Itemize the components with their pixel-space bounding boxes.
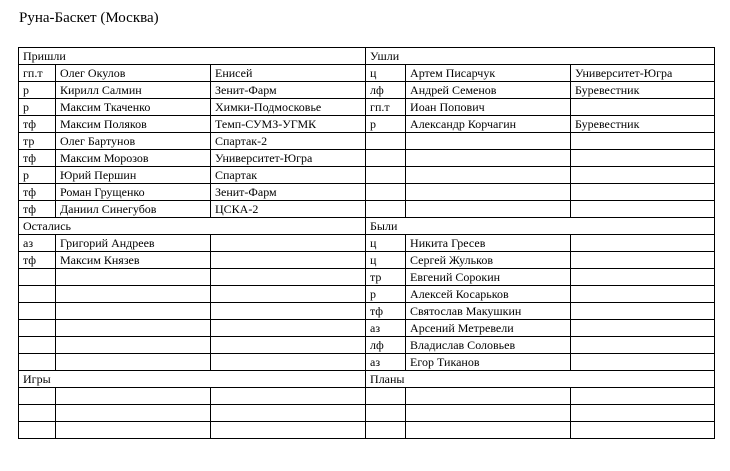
arrived-player-club-cell: Спартак-2: [211, 133, 366, 150]
section-header-games: Игры: [19, 371, 366, 388]
stayed-player-club-cell: [211, 303, 366, 320]
left-player-club-cell: [571, 99, 715, 116]
stayed-player-name-cell: Максим Князев: [56, 252, 211, 269]
plans-name-cell: [406, 405, 571, 422]
arrived-player-club-cell: Университет-Югра: [211, 150, 366, 167]
games-position-cell: [19, 405, 56, 422]
stayed-player-position-cell: [19, 286, 56, 303]
left-player-position-cell: р: [366, 116, 406, 133]
left-player-position-cell: гп.т: [366, 99, 406, 116]
left-player-club-cell: [571, 167, 715, 184]
arrived-player-name-cell: Даниил Синегубов: [56, 201, 211, 218]
stayed-player-position-cell: тф: [19, 252, 56, 269]
left-player-club-cell: [571, 184, 715, 201]
left-player-club-cell: [571, 133, 715, 150]
table-row: [19, 422, 715, 439]
arrived-player-club-cell: Зенит-Фарм: [211, 82, 366, 99]
left-player-position-cell: [366, 184, 406, 201]
arrived-player-position-cell: р: [19, 82, 56, 99]
stayed-player-club-cell: [211, 320, 366, 337]
games-club-cell: [211, 388, 366, 405]
former-player-club-cell: [571, 354, 715, 371]
stayed-player-club-cell: [211, 269, 366, 286]
stayed-player-name-cell: [56, 286, 211, 303]
games-name-cell: [56, 422, 211, 439]
left-player-name-cell: [406, 167, 571, 184]
plans-position-cell: [366, 388, 406, 405]
stayed-player-position-cell: [19, 337, 56, 354]
games-name-cell: [56, 405, 211, 422]
table-row: [19, 167, 715, 184]
games-name-cell: [56, 388, 211, 405]
section-header-row: [19, 371, 715, 388]
arrived-player-position-cell: тф: [19, 184, 56, 201]
section-header-plans: Планы: [366, 371, 715, 388]
arrived-player-name-cell: Олег Окулов: [56, 65, 211, 82]
left-player-position-cell: [366, 201, 406, 218]
section-header-left: Ушли: [366, 48, 715, 65]
table-row: [19, 405, 715, 422]
stayed-player-name-cell: [56, 354, 211, 371]
stayed-player-position-cell: [19, 303, 56, 320]
games-club-cell: [211, 405, 366, 422]
former-player-position-cell: аз: [366, 354, 406, 371]
stayed-player-club-cell: [211, 354, 366, 371]
former-player-position-cell: лф: [366, 337, 406, 354]
left-player-club-cell: [571, 201, 715, 218]
arrived-player-name-cell: Максим Поляков: [56, 116, 211, 133]
arrived-player-club-cell: ЦСКА-2: [211, 201, 366, 218]
left-player-club-cell: Университет-Югра: [571, 65, 715, 82]
table-row: [19, 252, 715, 269]
stayed-player-club-cell: [211, 286, 366, 303]
former-player-name-cell: Владислав Соловьев: [406, 337, 571, 354]
arrived-player-club-cell: Химки-Подмосковье: [211, 99, 366, 116]
games-position-cell: [19, 422, 56, 439]
former-player-name-cell: Никита Гресев: [406, 235, 571, 252]
arrived-player-position-cell: тф: [19, 150, 56, 167]
left-player-name-cell: Артем Писарчук: [406, 65, 571, 82]
table-row: [19, 201, 715, 218]
table-row: [19, 235, 715, 252]
former-player-club-cell: [571, 286, 715, 303]
stayed-player-position-cell: [19, 354, 56, 371]
left-player-name-cell: Иоан Попович: [406, 99, 571, 116]
arrived-player-position-cell: тф: [19, 116, 56, 133]
arrived-player-position-cell: тр: [19, 133, 56, 150]
former-player-club-cell: [571, 235, 715, 252]
left-player-name-cell: [406, 184, 571, 201]
left-player-position-cell: [366, 150, 406, 167]
arrived-player-name-cell: Юрий Першин: [56, 167, 211, 184]
former-player-position-cell: тф: [366, 303, 406, 320]
left-player-name-cell: Александр Корчагин: [406, 116, 571, 133]
plans-club-cell: [571, 388, 715, 405]
table-row: [19, 99, 715, 116]
stayed-player-position-cell: [19, 320, 56, 337]
arrived-player-club-cell: Темп-СУМЗ-УГМК: [211, 116, 366, 133]
former-player-name-cell: Алексей Косарьков: [406, 286, 571, 303]
former-player-club-cell: [571, 337, 715, 354]
arrived-player-position-cell: р: [19, 99, 56, 116]
arrived-player-name-cell: Кирилл Салмин: [56, 82, 211, 99]
left-player-name-cell: Андрей Семенов: [406, 82, 571, 99]
arrived-player-position-cell: р: [19, 167, 56, 184]
stayed-player-name-cell: [56, 337, 211, 354]
table-row: [19, 354, 715, 371]
table-row: [19, 133, 715, 150]
plans-club-cell: [571, 422, 715, 439]
former-player-name-cell: Сергей Жульков: [406, 252, 571, 269]
arrived-player-club-cell: Спартак: [211, 167, 366, 184]
table-row: [19, 65, 715, 82]
section-header-arrived: Пришли: [19, 48, 366, 65]
arrived-player-club-cell: Енисей: [211, 65, 366, 82]
table-row: [19, 337, 715, 354]
table-row: [19, 116, 715, 133]
table-row: [19, 184, 715, 201]
table-row: [19, 320, 715, 337]
plans-club-cell: [571, 405, 715, 422]
left-player-position-cell: [366, 167, 406, 184]
left-player-club-cell: Буревестник: [571, 116, 715, 133]
left-player-position-cell: [366, 133, 406, 150]
former-player-name-cell: Святослав Макушкин: [406, 303, 571, 320]
stayed-player-club-cell: [211, 252, 366, 269]
former-player-club-cell: [571, 303, 715, 320]
arrived-player-name-cell: Олег Бартунов: [56, 133, 211, 150]
stayed-player-name-cell: Григорий Андреев: [56, 235, 211, 252]
stayed-player-club-cell: [211, 235, 366, 252]
games-position-cell: [19, 388, 56, 405]
plans-position-cell: [366, 422, 406, 439]
arrived-player-position-cell: гп.т: [19, 65, 56, 82]
arrived-player-position-cell: тф: [19, 201, 56, 218]
former-player-name-cell: Арсений Метревели: [406, 320, 571, 337]
table-row: [19, 286, 715, 303]
stayed-player-position-cell: аз: [19, 235, 56, 252]
former-player-position-cell: ц: [366, 252, 406, 269]
former-player-name-cell: Евгений Сорокин: [406, 269, 571, 286]
left-player-club-cell: [571, 150, 715, 167]
stayed-player-club-cell: [211, 337, 366, 354]
stayed-player-name-cell: [56, 303, 211, 320]
roster-table: [18, 47, 715, 439]
former-player-position-cell: тр: [366, 269, 406, 286]
former-player-club-cell: [571, 269, 715, 286]
table-row: [19, 82, 715, 99]
section-header-row: [19, 218, 715, 235]
former-player-position-cell: аз: [366, 320, 406, 337]
left-player-name-cell: [406, 150, 571, 167]
stayed-player-name-cell: [56, 320, 211, 337]
former-player-position-cell: ц: [366, 235, 406, 252]
table-row: [19, 269, 715, 286]
plans-position-cell: [366, 405, 406, 422]
section-header-row: [19, 48, 715, 65]
table-row: [19, 150, 715, 167]
former-player-position-cell: р: [366, 286, 406, 303]
left-player-position-cell: лф: [366, 82, 406, 99]
plans-name-cell: [406, 422, 571, 439]
plans-name-cell: [406, 388, 571, 405]
former-player-club-cell: [571, 252, 715, 269]
left-player-position-cell: ц: [366, 65, 406, 82]
former-player-name-cell: Егор Тиканов: [406, 354, 571, 371]
left-player-name-cell: [406, 201, 571, 218]
arrived-player-club-cell: Зенит-Фарм: [211, 184, 366, 201]
stayed-player-position-cell: [19, 269, 56, 286]
table-row: [19, 303, 715, 320]
arrived-player-name-cell: Максим Морозов: [56, 150, 211, 167]
arrived-player-name-cell: Роман Грущенко: [56, 184, 211, 201]
section-header-stayed: Остались: [19, 218, 366, 235]
stayed-player-name-cell: [56, 269, 211, 286]
left-player-name-cell: [406, 133, 571, 150]
section-header-former: Были: [366, 218, 715, 235]
left-player-club-cell: Буревестник: [571, 82, 715, 99]
page-title: Руна-Баскет (Москва): [19, 10, 159, 26]
table-row: [19, 388, 715, 405]
arrived-player-name-cell: Максим Ткаченко: [56, 99, 211, 116]
games-club-cell: [211, 422, 366, 439]
former-player-club-cell: [571, 320, 715, 337]
